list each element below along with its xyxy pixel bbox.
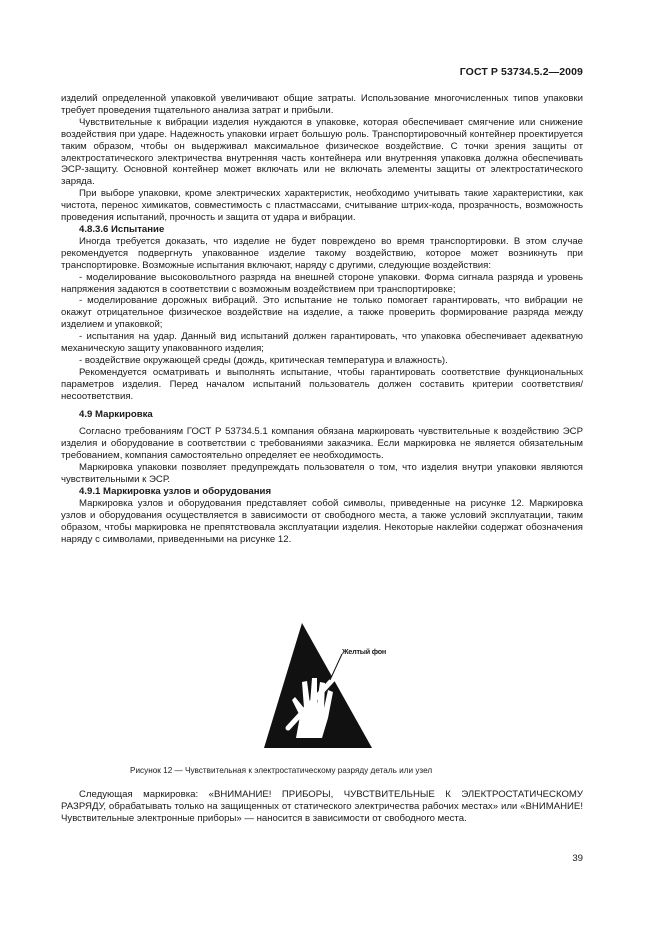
paragraph: изделий определенной упаковкой увеличивают общие затраты. Использование многочисленных типов упаковки требует проведения тщательного анализа затрат и прибыли.	[61, 93, 583, 116]
paragraph: Маркировка упаковки позволяет предупреждать пользователя о том, что изделия внутри упаковки являются чувствительными к ЭСР.	[61, 462, 583, 486]
list-item: - испытания на удар. Данный вид испытаний должен гарантировать, что упаковка обеспечивает адекватную механическую защиту упакованного изделия;	[61, 331, 583, 355]
paragraph: Иногда требуется доказать, что изделие не будет повреждено во время транспортировки. В этом случае рекомендуется подвергнуть упакованное изделие такому воздействию, которое может возникнуть при транспортировке. Возможные испытания включают, наряду с другими, следующие воздействия:	[61, 235, 583, 271]
list-item: - моделирование высоковольтного разряда на внешней стороне упаковки. Форма сигнала разряда и уровень напряжения задаются в соответствии с возможным воздействием при транспортировке;	[61, 271, 583, 295]
figure-caption: Рисунок 12 — Чувствительная к электростатическому разряду деталь или узел	[130, 766, 433, 775]
paragraph: Маркировка узлов и оборудования представляет собой символы, приведенные на рисунке 12. Маркировка узлов и оборудования осуществляется в зависимости от свободного места, а также условий эксплуатации, таким образом, чтобы маркировка не препятствовала эксплуатации изделия. Некоторые наклейки содержат обозначения наряду с символами, приведенными на рисунке 12.	[61, 497, 583, 545]
section-heading: 4.9 Маркировка	[79, 408, 153, 420]
body-text-after-figure	[61, 789, 583, 825]
paragraph: При выборе упаковки, кроме электрических характеристик, необходимо учитывать такие характеристики, как чистота, перенос химикатов, совместимость с пластмассами, считывание штрих-кода, прозрачность, возможность проведения испытаний, прочность и защита от удара и вибрации.	[61, 188, 583, 224]
list-item: - моделирование дорожных вибраций. Это испытание не только помогает гарантировать, что вибрации не окажут отрицательное физическое воздействие на изделие, а также проверить формирование разряда между изделием и упаковкой;	[61, 295, 583, 331]
paragraph: Чувствительные к вибрации изделия нуждаются в упаковке, которая обеспечивает смягчение или снижение воздействия при ударе. Надежность упаковки играет большую роль. Транспортировочный контейнер проектируется таким образом, чтобы он выдерживал максимальное физическое воздействие. С точки зрения защиты от электростатического электричества внутренняя часть контейнера или внутренняя упаковка должна обеспечивать ЭСР-защиту. Основной контейнер может включать или не включать элементы защиты от электростатического заряда.	[61, 116, 583, 188]
document-header: ГОСТ Р 53734.5.2—2009	[459, 66, 583, 78]
section-heading: 4.9.1 Маркировка узлов и оборудования	[79, 486, 272, 497]
page-number: 39	[572, 853, 583, 864]
paragraph: Согласно требованиям ГОСТ Р 53734.5.1 компания обязана маркировать чувствительные к воздействию ЭСР изделия и оборудование в соответствии с требованиями заказчика. Если маркировка не является обязательным требованием, компания самостоятельно определяет ее необходимость.	[61, 426, 583, 462]
figure-callout-label: Желтый фон	[342, 647, 387, 656]
list-item: - воздействие окружающей среды (дождь, критическая температура и влажность).	[79, 354, 448, 366]
esd-warning-symbol	[262, 620, 412, 752]
paragraph: Следующая маркировка: «ВНИМАНИЕ! ПРИБОРЫ, ЧУВСТВИТЕЛЬНЫЕ К ЭЛЕКТРОСТАТИЧЕСКОМУ РАЗРЯДУ, обрабатывать только на защищенных от статического электричества рабочих местах» или «ВНИМАНИЕ! Чувствительные электронные приборы» — наносится в зависимости от свободного места.	[61, 789, 583, 824]
body-text	[61, 93, 583, 546]
section-heading: 4.8.3.6 Испытание	[79, 223, 165, 235]
paragraph: Рекомендуется осматривать и выполнять испытание, чтобы гарантировать соответствие функциональных параметров изделия. Перед началом испытаний пользователь должен составить критерии соответствия/несоответствия.	[61, 366, 583, 402]
